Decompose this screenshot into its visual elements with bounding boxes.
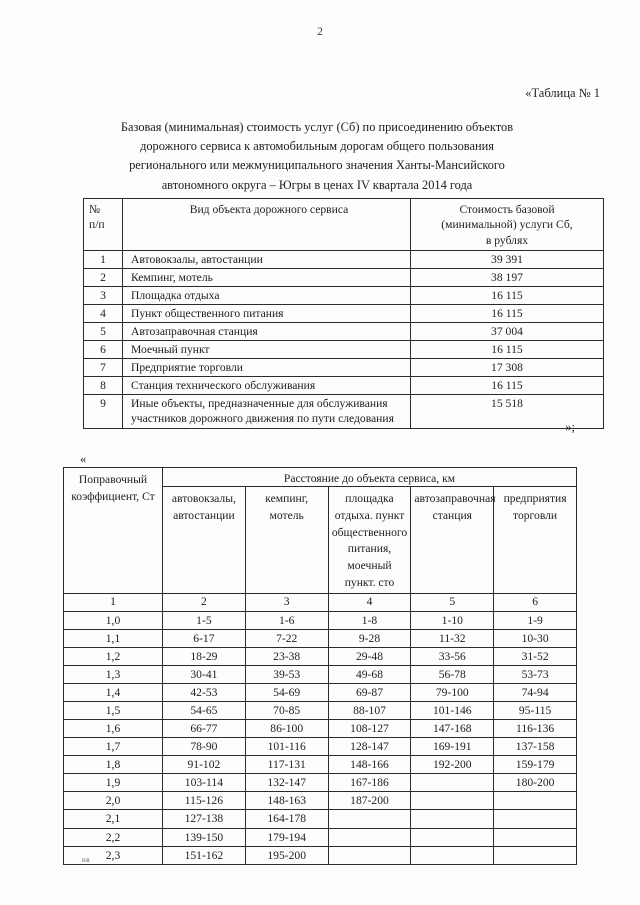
cell-bus-station: 6-17 xyxy=(163,629,246,647)
table-row xyxy=(84,323,604,341)
cell-trade: 74-94 xyxy=(494,684,577,702)
cell-rest-area: 148-166 xyxy=(328,756,411,774)
cell-gas-station: 1-10 xyxy=(411,611,494,629)
cell-bus-station: 139-150 xyxy=(163,828,246,846)
table-two-header-row-main xyxy=(64,468,577,487)
table-row xyxy=(64,611,577,629)
cell-camping-motel: 179-194 xyxy=(245,828,328,846)
column-number-5: 5 xyxy=(411,593,494,611)
table-row xyxy=(64,774,577,792)
cell-number: 4 xyxy=(84,305,123,323)
cell-gas-station xyxy=(411,810,494,828)
cell-gas-station: 169-191 xyxy=(411,738,494,756)
table-one-closing-quote: »; xyxy=(565,420,575,434)
cell-number: 9 xyxy=(84,395,123,428)
cell-cost: 16 115 xyxy=(411,377,604,395)
cell-trade xyxy=(494,792,577,810)
cell-bus-station: 54-65 xyxy=(163,702,246,720)
cell-coefficient: 1,3 xyxy=(64,665,163,683)
column-number-2: 2 xyxy=(163,593,246,611)
cell-object-type: Предприятие торговли xyxy=(123,359,411,377)
table-one-body xyxy=(84,250,604,428)
cell-gas-station xyxy=(411,846,494,864)
bottom-mark: нв xyxy=(82,856,91,864)
table-row xyxy=(64,756,577,774)
cell-number: 7 xyxy=(84,359,123,377)
header-number-line2: п/п xyxy=(89,218,105,232)
column-number-3: 3 xyxy=(245,593,328,611)
cell-rest-area: 29-48 xyxy=(328,647,411,665)
cell-object-type: Автозаправочная станция xyxy=(123,323,411,341)
cell-coefficient: 2,0 xyxy=(64,792,163,810)
table-one-header-row xyxy=(84,199,604,251)
table-one xyxy=(83,198,604,429)
table-two xyxy=(63,467,577,865)
cell-coefficient: 1,6 xyxy=(64,720,163,738)
cell-cost: 16 115 xyxy=(411,287,604,305)
cell-bus-station: 42-53 xyxy=(163,684,246,702)
cell-bus-station: 66-77 xyxy=(163,720,246,738)
cell-bus-station: 30-41 xyxy=(163,665,246,683)
cell-object-type: Моечный пункт xyxy=(123,341,411,359)
table-one-title xyxy=(82,118,552,195)
cell-cost: 16 115 xyxy=(411,305,604,323)
header-sub-rest-area: площадка отдыха. пункт общественного питания, моечный пункт. сто xyxy=(328,487,411,594)
cell-number: 1 xyxy=(84,250,123,268)
cell-camping-motel: 117-131 xyxy=(245,756,328,774)
cell-trade xyxy=(494,810,577,828)
cell-number: 5 xyxy=(84,323,123,341)
cell-gas-station: 101-146 xyxy=(411,702,494,720)
cell-object-type: Иные объекты, предназначенные для обслуживания участников дорожного движения по пути следования xyxy=(123,395,411,428)
cell-trade: 1-9 xyxy=(494,611,577,629)
cell-rest-area xyxy=(328,828,411,846)
table-two-column-number-row xyxy=(64,593,577,611)
cell-trade: 159-179 xyxy=(494,756,577,774)
cell-rest-area: 187-200 xyxy=(328,792,411,810)
cell-coefficient: 1,5 xyxy=(64,702,163,720)
cell-coefficient: 1,8 xyxy=(64,756,163,774)
table-one-head xyxy=(84,199,604,251)
column-number-4: 4 xyxy=(328,593,411,611)
cell-gas-station: 56-78 xyxy=(411,665,494,683)
header-cost-line1: Стоимость базовой xyxy=(459,203,555,216)
cell-camping-motel: 101-116 xyxy=(245,738,328,756)
cell-number: 8 xyxy=(84,377,123,395)
cell-coefficient: 1,2 xyxy=(64,647,163,665)
cell-gas-station xyxy=(411,828,494,846)
cell-gas-station: 147-168 xyxy=(411,720,494,738)
cell-rest-area: 128-147 xyxy=(328,738,411,756)
table-row xyxy=(84,268,604,286)
cell-coefficient: 2,1 xyxy=(64,810,163,828)
cell-bus-station: 103-114 xyxy=(163,774,246,792)
cell-object-type: Площадка отдыха xyxy=(123,287,411,305)
header-sub-camping-motel: кемпинг, мотель xyxy=(245,487,328,594)
table-row xyxy=(64,846,577,864)
header-cost-line3: в рублях xyxy=(485,233,529,247)
table-row xyxy=(84,377,604,395)
column-number-6: 6 xyxy=(494,593,577,611)
cell-gas-station xyxy=(411,792,494,810)
cell-coefficient: 1,4 xyxy=(64,684,163,702)
cell-coefficient: 1,9 xyxy=(64,774,163,792)
cell-trade: 95-115 xyxy=(494,702,577,720)
header-cost xyxy=(411,199,604,251)
cell-trade: 180-200 xyxy=(494,774,577,792)
table-one-label: «Таблица № 1 xyxy=(525,86,600,100)
cell-coefficient: 1,7 xyxy=(64,738,163,756)
cell-rest-area: 1-8 xyxy=(328,611,411,629)
header-number xyxy=(84,199,123,251)
cell-object-type: Кемпинг, мотель xyxy=(123,268,411,286)
cell-object-type: Автовокзалы, автостанции xyxy=(123,250,411,268)
cell-rest-area: 9-28 xyxy=(328,629,411,647)
table-row xyxy=(64,738,577,756)
table-row xyxy=(64,684,577,702)
cell-camping-motel: 132-147 xyxy=(245,774,328,792)
cell-camping-motel: 148-163 xyxy=(245,792,328,810)
table-two-body xyxy=(64,611,577,864)
header-sub-gas-station: автозаправочная станция xyxy=(411,487,494,594)
cell-rest-area xyxy=(328,846,411,864)
column-number-1: 1 xyxy=(64,593,163,611)
header-sub-bus-station: автовокзалы, автостанции xyxy=(163,487,246,594)
cell-number: 2 xyxy=(84,268,123,286)
cell-coefficient: 2,2 xyxy=(64,828,163,846)
cell-gas-station: 79-100 xyxy=(411,684,494,702)
header-number-line1: № xyxy=(89,203,101,216)
cell-rest-area: 108-127 xyxy=(328,720,411,738)
table-row xyxy=(64,665,577,683)
cell-rest-area: 49-68 xyxy=(328,665,411,683)
cell-number: 6 xyxy=(84,341,123,359)
cell-camping-motel: 86-100 xyxy=(245,720,328,738)
cell-cost: 15 518 xyxy=(411,395,604,428)
title-line-1: Базовая (минимальная) стоимость услуг (Сб) по присоединению объектов xyxy=(120,120,514,134)
cell-trade xyxy=(494,828,577,846)
cell-cost: 37 004 xyxy=(411,323,604,341)
cell-number: 3 xyxy=(84,287,123,305)
table-row xyxy=(84,359,604,377)
cell-camping-motel: 54-69 xyxy=(245,684,328,702)
cell-cost: 39 391 xyxy=(411,250,604,268)
header-distance: Расстояние до объекта сервиса, км xyxy=(163,468,577,487)
table-row xyxy=(64,720,577,738)
cell-trade: 53-73 xyxy=(494,665,577,683)
table-row xyxy=(84,250,604,268)
table-row xyxy=(64,702,577,720)
table-row xyxy=(64,792,577,810)
cell-trade: 116-136 xyxy=(494,720,577,738)
header-cost-line2: (минимальной) услуги Сб, xyxy=(441,218,573,232)
cell-bus-station: 91-102 xyxy=(163,756,246,774)
table-row xyxy=(84,305,604,323)
cell-trade: 31-52 xyxy=(494,647,577,665)
table-row xyxy=(64,810,577,828)
table-row xyxy=(64,629,577,647)
cell-camping-motel: 39-53 xyxy=(245,665,328,683)
cell-rest-area: 88-107 xyxy=(328,702,411,720)
cell-bus-station: 18-29 xyxy=(163,647,246,665)
table-row xyxy=(84,341,604,359)
header-sub-trade: предприятия торговли xyxy=(494,487,577,594)
page-number: 2 xyxy=(317,26,323,38)
cell-gas-station xyxy=(411,774,494,792)
cell-cost: 38 197 xyxy=(411,268,604,286)
header-coefficient: Поправочный коэффициент, Ст xyxy=(64,468,163,594)
cell-object-type: Станция технического обслуживания xyxy=(123,377,411,395)
cell-trade xyxy=(494,846,577,864)
title-line-3: регионального или межмуниципального значения Ханты-Мансийского xyxy=(129,158,505,173)
table-row xyxy=(64,828,577,846)
table-row xyxy=(84,287,604,305)
title-line-4: автономного округа – Югры в ценах IV квартала 2014 года xyxy=(161,177,473,192)
cell-object-type: Пункт общественного питания xyxy=(123,305,411,323)
table-two-head xyxy=(64,468,577,612)
cell-rest-area: 69-87 xyxy=(328,684,411,702)
cell-camping-motel: 23-38 xyxy=(245,647,328,665)
cell-camping-motel: 164-178 xyxy=(245,810,328,828)
cell-camping-motel: 1-6 xyxy=(245,611,328,629)
cell-coefficient: 1,1 xyxy=(64,629,163,647)
cell-camping-motel: 195-200 xyxy=(245,846,328,864)
cell-rest-area xyxy=(328,810,411,828)
table-one-container xyxy=(83,198,577,429)
cell-bus-station: 151-162 xyxy=(163,846,246,864)
cell-gas-station: 192-200 xyxy=(411,756,494,774)
cell-cost: 16 115 xyxy=(411,341,604,359)
title-line-2: дорожного сервиса к автомобильным дорогам общего пользования xyxy=(140,139,494,154)
cell-gas-station: 11-32 xyxy=(411,629,494,647)
cell-camping-motel: 7-22 xyxy=(245,629,328,647)
cell-trade: 137-158 xyxy=(494,738,577,756)
cell-camping-motel: 70-85 xyxy=(245,702,328,720)
cell-cost: 17 308 xyxy=(411,359,604,377)
cell-bus-station: 115-126 xyxy=(163,792,246,810)
header-object-type: Вид объекта дорожного сервиса xyxy=(123,199,411,251)
table-two-container xyxy=(63,467,577,865)
cell-rest-area: 167-186 xyxy=(328,774,411,792)
cell-coefficient: 1,0 xyxy=(64,611,163,629)
cell-gas-station: 33-56 xyxy=(411,647,494,665)
cell-coefficient: 2,3 xyxy=(64,846,163,864)
table-two-opening-quote: « xyxy=(80,452,87,466)
cell-trade: 10-30 xyxy=(494,629,577,647)
table-row xyxy=(64,647,577,665)
cell-bus-station: 127-138 xyxy=(163,810,246,828)
cell-bus-station: 1-5 xyxy=(163,611,246,629)
cell-bus-station: 78-90 xyxy=(163,738,246,756)
